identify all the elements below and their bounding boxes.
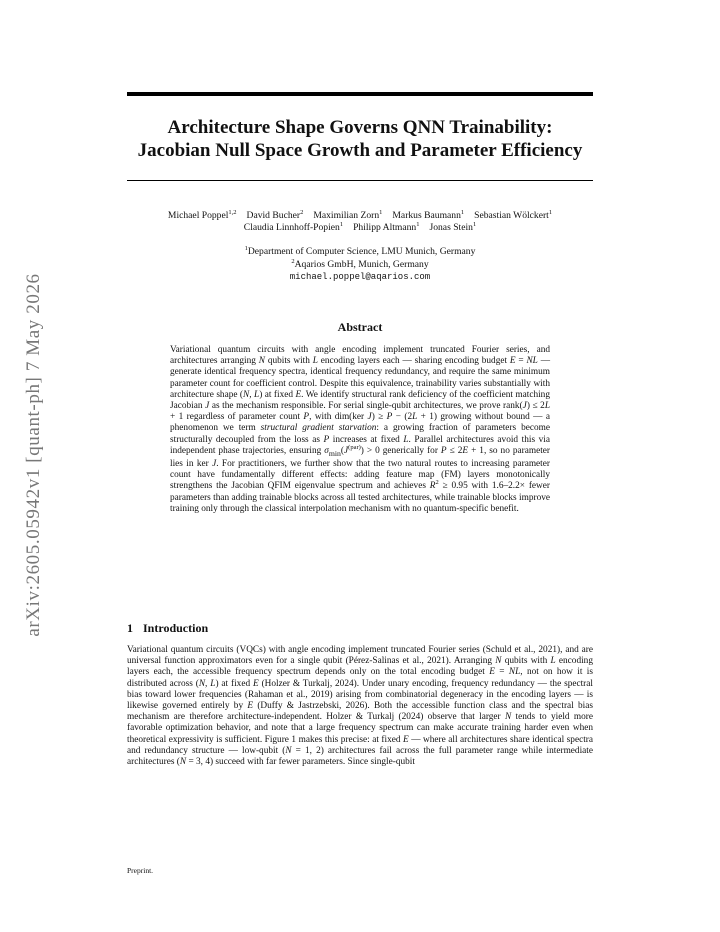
preprint-footer: Preprint. [127,866,154,875]
section-number: 1 [127,621,133,635]
author-name: Sebastian Wölckert$^1$ [474,209,553,221]
title-bottom-rule [127,180,593,181]
author-name: Markus Baumann$^1$ [392,209,465,221]
section-title: Introduction [143,621,209,635]
title-line-1: Architecture Shape Governs QNN Trainability: [167,117,553,138]
author-email: michael.poppel@aqarios.com [289,272,431,282]
author-affiliation-mark: 1 [472,221,477,228]
author-name: Claudia Linnhoff-Popien$^1$ [243,221,344,233]
author-affiliation-mark: 1 [416,221,420,228]
author-affiliation-mark: 1 [460,209,465,216]
author-row-2 [120,222,600,234]
author-name: Philipp Altmann$^1$ [353,221,420,233]
affiliation-1: $^1$Department of Computer Science, LMU Munich, Germany [244,245,476,257]
author-row-1 [120,210,600,222]
author-name: Jonas Stein$^1$ [429,221,477,233]
title-line-2: Jacobian Null Space Growth and Parameter Efficiency [137,140,583,161]
author-list [120,210,600,234]
introduction-body: Variational quantum circuits (VQCs) with angle encoding implement truncated Fourier series (Schuld et al., 2021), and are universal function approximators even for a single qubit (Pérez-Salinas et al., 2021). Arranging N qubits with L encoding layers each, the accessible frequency spectrum depends only on the total encoding budget E = NL, not on how it is distributed across (N, L) at fixed E (Holzer & Turkalj, 2024). Under unary encoding, frequency redundancy — the spectral bias toward lower frequencies (Rahaman et al., 2019) arising from combinatorial degeneracy in the encoding layers — is likewise governed entirely by E (Duffy & Jastrzebski, 2026). Both the accessible function class and the spectral bias mechanism are therefore architecture-independent. Holzer & Turkalj (2024) observe that larger N tends to yield more favorable optimization behavior, and note that a large frequency spectrum can make accurate training harder even when theoretical expressivity is sufficient. Figure 1 makes this precise: at fixed E — where all architectures share identical spectra and redundancy structure — low-qubit (N = 1, 2) architectures fail across the full parameter range while intermediate architectures (N = 3, 4) succeed with far fewer parameters. Since single-qubit [127,645,594,768]
author-name: Maximilian Zorn$^1$ [313,209,383,221]
abstract-heading: Abstract [337,320,383,334]
author-affiliation-mark: 1 [339,221,344,228]
title-top-rule [127,92,593,96]
paper-title [127,116,593,162]
abstract-body: Variational quantum circuits with angle encoding implement truncated Fourier series, and architectures arranging N qubits with L encoding layers each — sharing encoding budget E = NL — generate identical frequency spectra, identical frequency redundancy, and require the same minimum parameter count for coefficient control. Despite this equivalence, trainability varies substantially with architecture shape (N, L) at fixed E. We identify structural rank deficiency of the coefficient matching Jacobian J as the mechanism responsible. For serial single-qubit architectures, we prove rank(J) ≤ 2L + 1 regardless of parameter count P, with dim(ker J) ≥ P − (2L + 1) growing without bound — a phenomenon we term structural gradient starvation: a growing fraction of parameters become structurally decoupled from the loss as P increases at fixed L. Parallel architectures avoid this via independent phase trajectories, ensuring $\sigma_{min}(J^{(par)}) > 0$ generically for P ≤ 2E + 1, so no parameter lies in ker J. For practitioners, we further show that the two natural routes to increasing parameter count have fundamentally different effects: adding feature map (FM) layers monotonically strengthens the Jacobian QFIM eigenvalue spectrum and achieves $R^2 \ge 0.95$ with 1.6–2.2× fewer parameters than adding trainable blocks across all tested architectures, while trainable blocks improve training only through the classical interpolation mechanism with no quantum-specific benefit. [170,345,551,514]
affiliation-2: $^2$Aqarios GmbH, Munich, Germany [291,258,429,270]
author-affiliation-mark: 1,2 [228,209,237,216]
author-name: David Bucher$^2$ [246,209,304,221]
author-affiliation-mark: 1 [379,209,383,216]
author-name: Michael Poppel$^{1,2}$ [167,209,237,221]
affiliations [127,245,593,284]
section-heading-introduction [127,621,208,636]
author-affiliation-mark: 2 [300,209,304,216]
author-affiliation-mark: 1 [548,209,553,216]
arxiv-side-identifier: arXiv:2605.05942v1 [quant-ph] 7 May 2026 [23,273,44,637]
